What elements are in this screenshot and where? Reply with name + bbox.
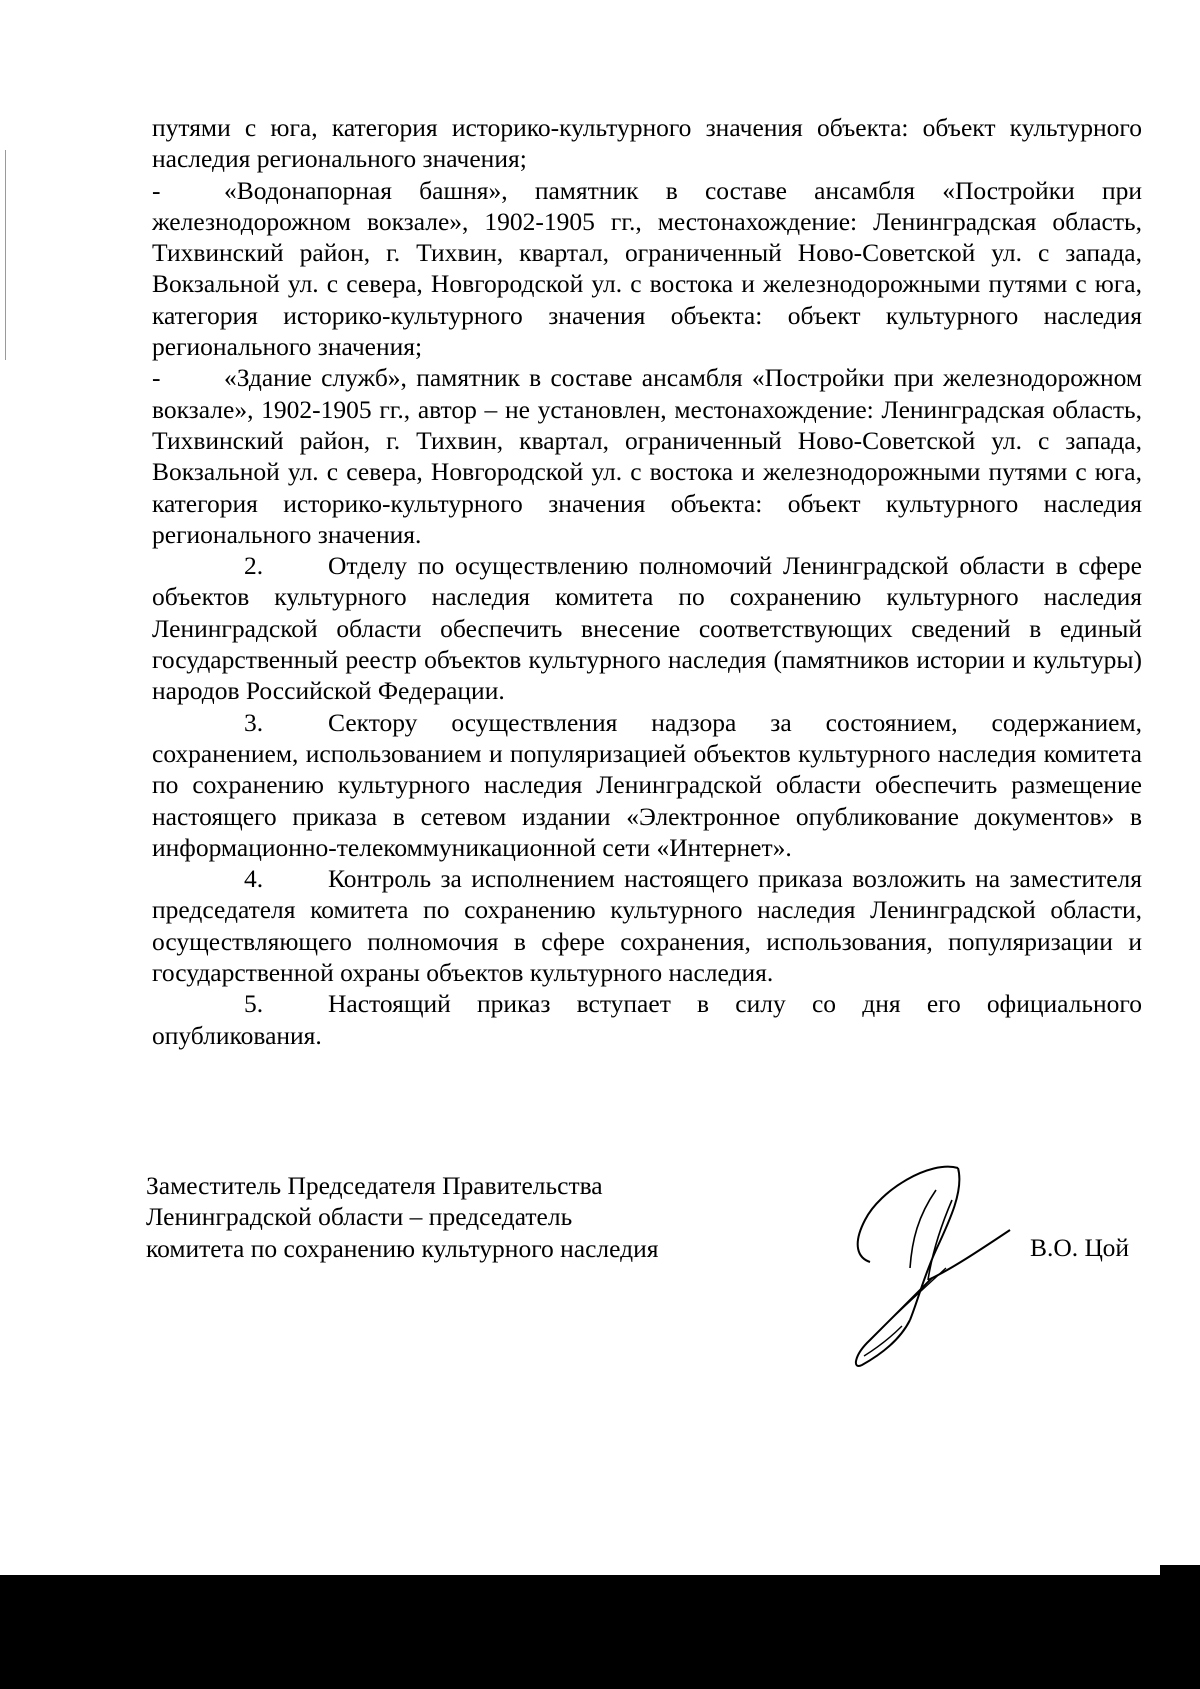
position-line-2: Ленинградской области – председатель [146,1202,573,1232]
position-line-1: Заместитель Председателя Правительства [146,1171,603,1200]
list-dash: - [152,363,161,393]
clause-text: Настоящий приказ вступает в силу со дня его официального опубликования. [152,989,1142,1050]
list-item-text: «Водонапорная башня», памятник в составе ансамбля «Постройки при железнодорожном вокзале», 1902-1905 гг., местонахождение: Ленинградская область, Тихвинский район, г. Тихвин, квартал, ограниченный Ново-Советской ул. с запада, Вокзальной ул. с севера, Новгородской ул. с востока и железнодорожными путями с юга, категория историко-культурного значения объекта: объект культурного наследия регионального значения; [152,175,1142,362]
clause-number: 5. [244,989,264,1019]
clause-5 [152,988,1142,1051]
list-item-water-tower [152,175,1142,363]
position-line-3: комитета по сохранению культурного наследия [146,1233,659,1263]
list-item-text: «Здание служб», памятник в составе ансамбля «Постройки при железнодорожном вокзале», 1902-1905 гг., автор – не установлен, местонахождение: Ленинградская область, Тихвинский район, г. Тихвин, квартал, ограниченный Ново-Советской ул. с запада, Вокзальной ул. с севера, Новгородской ул. с востока и железнодорожными путями с юга, категория историко-культурного значения объекта: объект культурного наследия регионального значения. [152,363,1142,549]
list-dash: - [152,175,161,205]
list-item-services-building [152,362,1142,550]
scan-edge-line [5,150,6,360]
signatory-position [146,1170,659,1264]
clause-text: Сектору осуществления надзора за состоянием, содержанием, сохранением, использованием и популяризацией объектов культурного наследия комитета по сохранению культурного наследия Ленинградской области обеспечить размещение настоящего приказа в сетевом издании «Электронное опубликование документов» в информационно-телекоммуникационной сети «Интернет». [152,707,1142,862]
clause-number: 3. [244,707,264,737]
clause-number: 4. [244,864,264,894]
clause-text: Контроль за исполнением настоящего приказа возложить на заместителя председателя комитета по сохранению культурного наследия Ленинградской области, осуществляющего полномочия в сфере сохранения, использования, популяризации и государственной охраны объектов культурного наследия. [152,864,1142,988]
handwritten-signature [840,1150,1020,1380]
clause-3 [152,707,1142,863]
signatory-name: В.О. Цой [1030,1233,1130,1262]
clause-text: Отделу по осуществлению полномочий Ленинградской области в сфере объектов культурного наследия комитета по сохранению культурного наследия Ленинградской области обеспечить внесение соответствующих сведений в единый государственный реестр объектов культурного наследия (памятников истории и культуры) народов Российской Федерации. [152,551,1142,706]
scan-dark-band [0,1575,1200,1689]
intro-paragraph: путями с юга, категория историко-культурного значения объекта: объект культурного наследия регионального значения; [152,113,1142,174]
clause-4 [152,863,1142,988]
clause-2 [152,550,1142,706]
document-body [152,112,1142,1051]
clause-number: 2. [244,551,264,581]
